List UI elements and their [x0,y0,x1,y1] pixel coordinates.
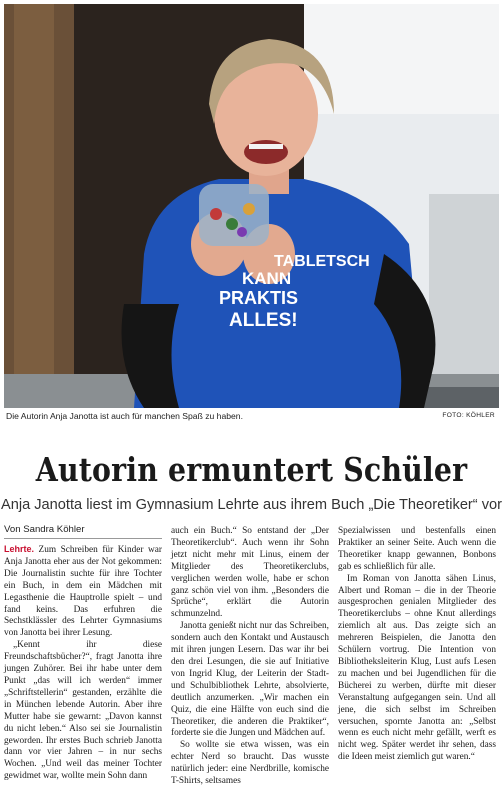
photo-caption-row [4,410,499,424]
article-column-3 [338,526,496,764]
column-2-paragraph-3: So wollte sie etwa wissen, was ein echter Nerd so braucht. Das wusste natürlich jeder: eine Nerdbrille, komische T-Shirts, seltsames [171,740,329,787]
article-subline: Anja Janotta liest im Gymnasium Lehrte aus ihrem Buch „Die Theoretiker“ vor [1,497,502,513]
author-photo-illustration [4,4,499,408]
photo-caption: Die Autorin Anja Janotta ist auch für manchen Spaß zu haben. [6,411,243,421]
dateline: Lehrte. [4,544,35,554]
photo-credit: FOTO: KÖHLER [442,412,495,419]
column-2-paragraph-1: auch ein Buch.“ So entstand der „Der Theoretikerclub“. Auch wenn ihr Sohn jetzt nicht mehr mit Linus, einem der Mitglieder des Theoretikerclubs, verglichen werden wolle, habe er schon ganz schön viel von ihm. „Besonders die Sprüche“, erklärt die Autorin schmunzelnd. [171,526,329,620]
article-column-2 [171,526,329,788]
column-1-paragraph-1 [4,544,162,640]
article-byline: Von Sandra Köhler [4,524,85,535]
column-3-paragraph-1: Spezialwissen und bestenfalls einen Praktiker an seiner Seite. Auch wenn die Theoretiker knapp gewannen, Bonbons gab es schließlich für alle. [338,526,496,572]
column-2-paragraph-2: Janotta genießt nicht nur das Schreiben, sondern auch den Kontakt und Austausch mit ihren jungen Lesern. Das war ihr bei den drei Lesungen, die sie auf Initiative von Ingrid Klug, der Leiterin der Stadt- und Schulbibliothek Lehrte, absolvierte, deutlich anzumerken. „Wir machen ein Quiz, die eine Hälfte von euch sind die Theoretiker, die anderen die Praktiker“, forderte sie die Jungen und Mädchen auf. [171,621,329,739]
shirt-text-line-1: TABLETSCH [274,253,370,270]
column-3-paragraph-2: Im Roman von Janotta sähen Linus, Albert und Roman – die in der Theorie ausgesprochen genialen Mitglieder des Theoretikerclubs – ohne Knut allerdings ziemlich alt aus. Das zeigte sich an mehreren Beispielen, die Janotta den Schülern vortrug. Die Intention von Bibliotheksleiterin Klug, Lust aufs Lesen zu machen und bei Jugendlichen für die Bücherei zu werben, dürfte mit dieser Veranstaltung aufgegangen sein. Und all jene, die sich selbst im Schreiben versuchen, spornte Janotta an: „Selbst wenn es euch nicht mehr gefällt, werft es nicht weg. Später werdet ihr sehen, dass die Ideen meist ziemlich gut waren.“ [338,573,496,763]
column-1-paragraph-2: „Kennt ihr diese Freundschaftsbücher?“, fragt Janotta ihre jungen Zuhörer. Bei ihr habe unter dem Punkt „das will ich werden“ immer „Schriftstellerin“ gestanden, erzählte die in München lebende Autorin. Aber ihre Mutter habe sie gewarnt: „Davon kannst du nicht leben.“ Also sei sie Journalistin geworden. Ihr erstes Buch schrieb Janotta dann vor vier Jahren – in nur sechs Wochen. „Und weil das meiner Tochter gewidmet war, wollte mein Sohn dann [4,640,162,782]
article-photo [4,4,499,408]
shirt-text-line-4: ALLES! [229,310,298,331]
paragraph-text: Zum Schreiben für Kinder war Anja Janotta eher aus der Not gekommen: Die Journalistin suchte für ihre Tochter ein Buch, in dem ein Mädchen mit Legasthenie die Hauptrolle spielt – und fand keins. Das erfuhren die Sechstklässler des Lehrter Gymnasiums von Janotta bei ihrer Lesung. [4,545,162,639]
article-column-1 [4,544,162,783]
shirt-text-line-2: KANN [242,269,292,288]
shirt-text-line-3: PRAKTIS [219,288,299,308]
byline-divider [4,538,162,539]
article-headline: Autorin ermuntert Schüler [35,450,468,489]
